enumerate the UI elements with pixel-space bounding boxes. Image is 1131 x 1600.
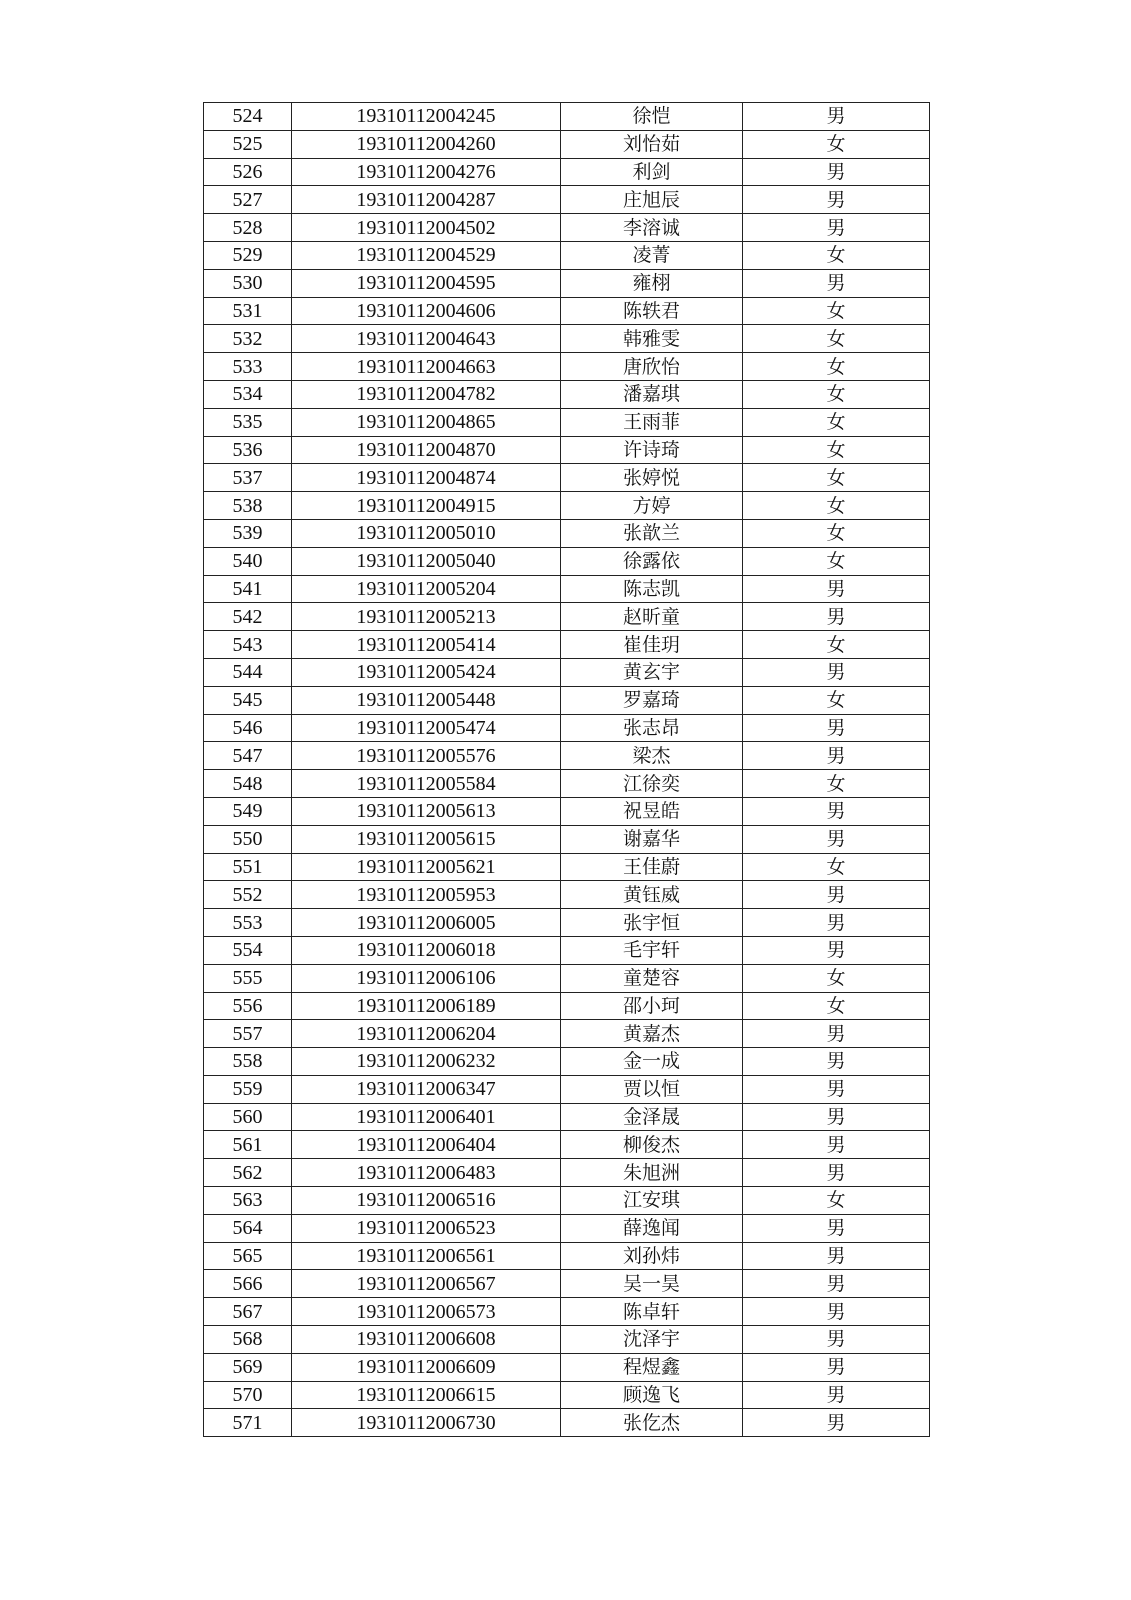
table-row xyxy=(204,742,930,770)
student-gender: 女 xyxy=(743,380,930,408)
student-id: 19310112005040 xyxy=(292,547,561,575)
student-id: 19310112004276 xyxy=(292,158,561,186)
row-number: 561 xyxy=(204,1131,292,1159)
student-id: 19310112004782 xyxy=(292,380,561,408)
row-number: 524 xyxy=(204,103,292,131)
table-row xyxy=(204,714,930,742)
table-row xyxy=(204,1298,930,1326)
student-name: 江安琪 xyxy=(561,1187,743,1215)
student-name: 张婷悦 xyxy=(561,464,743,492)
student-gender: 女 xyxy=(743,492,930,520)
student-gender: 女 xyxy=(743,853,930,881)
student-gender: 女 xyxy=(743,631,930,659)
table-row xyxy=(204,1159,930,1187)
row-number: 547 xyxy=(204,742,292,770)
student-id: 19310112005615 xyxy=(292,825,561,853)
table-row xyxy=(204,241,930,269)
student-id: 19310112005204 xyxy=(292,575,561,603)
table-row xyxy=(204,519,930,547)
row-number: 532 xyxy=(204,325,292,353)
student-name: 江徐奕 xyxy=(561,770,743,798)
table-row xyxy=(204,631,930,659)
student-gender: 男 xyxy=(743,658,930,686)
table-row xyxy=(204,964,930,992)
student-name: 沈泽宇 xyxy=(561,1326,743,1354)
student-id: 19310112006401 xyxy=(292,1103,561,1131)
student-id: 19310112004915 xyxy=(292,492,561,520)
row-number: 558 xyxy=(204,1048,292,1076)
student-id: 19310112005613 xyxy=(292,797,561,825)
row-number: 539 xyxy=(204,519,292,547)
row-number: 562 xyxy=(204,1159,292,1187)
student-name: 薛逸闻 xyxy=(561,1214,743,1242)
student-gender: 男 xyxy=(743,936,930,964)
table-row xyxy=(204,1048,930,1076)
row-number: 550 xyxy=(204,825,292,853)
row-number: 537 xyxy=(204,464,292,492)
table-row xyxy=(204,186,930,214)
table-row xyxy=(204,658,930,686)
student-name: 方婷 xyxy=(561,492,743,520)
student-id: 19310112004663 xyxy=(292,353,561,381)
student-name: 谢嘉华 xyxy=(561,825,743,853)
student-gender: 女 xyxy=(743,1187,930,1215)
row-number: 564 xyxy=(204,1214,292,1242)
student-id: 19310112006567 xyxy=(292,1270,561,1298)
student-name: 许诗琦 xyxy=(561,436,743,464)
student-id: 19310112005576 xyxy=(292,742,561,770)
table-row xyxy=(204,881,930,909)
student-name: 罗嘉琦 xyxy=(561,686,743,714)
student-gender: 男 xyxy=(743,1048,930,1076)
row-number: 548 xyxy=(204,770,292,798)
row-number: 551 xyxy=(204,853,292,881)
student-gender: 男 xyxy=(743,1159,930,1187)
student-id: 19310112004260 xyxy=(292,130,561,158)
student-gender: 男 xyxy=(743,214,930,242)
table-row xyxy=(204,103,930,131)
student-id: 19310112005584 xyxy=(292,770,561,798)
student-name: 金一成 xyxy=(561,1048,743,1076)
student-gender: 女 xyxy=(743,770,930,798)
student-gender: 男 xyxy=(743,1298,930,1326)
student-id: 19310112005424 xyxy=(292,658,561,686)
table-row xyxy=(204,1326,930,1354)
row-number: 541 xyxy=(204,575,292,603)
row-number: 531 xyxy=(204,297,292,325)
student-name: 王佳蔚 xyxy=(561,853,743,881)
student-gender: 男 xyxy=(743,575,930,603)
student-gender: 男 xyxy=(743,825,930,853)
row-number: 529 xyxy=(204,241,292,269)
student-name: 朱旭洲 xyxy=(561,1159,743,1187)
row-number: 534 xyxy=(204,380,292,408)
student-name: 梁杰 xyxy=(561,742,743,770)
row-number: 535 xyxy=(204,408,292,436)
student-gender: 女 xyxy=(743,353,930,381)
student-gender: 男 xyxy=(743,1214,930,1242)
student-name: 程煜鑫 xyxy=(561,1353,743,1381)
student-name: 王雨菲 xyxy=(561,408,743,436)
table-row xyxy=(204,464,930,492)
student-id: 19310112005474 xyxy=(292,714,561,742)
student-gender: 男 xyxy=(743,603,930,631)
table-row xyxy=(204,909,930,937)
student-name: 韩雅雯 xyxy=(561,325,743,353)
student-name: 徐恺 xyxy=(561,103,743,131)
table-row xyxy=(204,547,930,575)
student-name: 童楚容 xyxy=(561,964,743,992)
student-id: 19310112004643 xyxy=(292,325,561,353)
student-gender: 男 xyxy=(743,881,930,909)
row-number: 536 xyxy=(204,436,292,464)
student-gender: 男 xyxy=(743,1409,930,1437)
student-gender: 女 xyxy=(743,241,930,269)
student-id: 19310112005213 xyxy=(292,603,561,631)
student-id: 19310112006018 xyxy=(292,936,561,964)
row-number: 566 xyxy=(204,1270,292,1298)
student-name: 贾以恒 xyxy=(561,1075,743,1103)
student-name: 庄旭辰 xyxy=(561,186,743,214)
student-gender: 男 xyxy=(743,1381,930,1409)
student-id: 19310112005621 xyxy=(292,853,561,881)
student-gender: 男 xyxy=(743,714,930,742)
student-gender: 男 xyxy=(743,1131,930,1159)
table-row xyxy=(204,1242,930,1270)
student-gender: 女 xyxy=(743,408,930,436)
student-name: 邵小珂 xyxy=(561,992,743,1020)
row-number: 569 xyxy=(204,1353,292,1381)
table-row xyxy=(204,1409,930,1437)
row-number: 565 xyxy=(204,1242,292,1270)
student-name: 张歆兰 xyxy=(561,519,743,547)
student-name: 陈轶君 xyxy=(561,297,743,325)
student-id: 19310112006106 xyxy=(292,964,561,992)
student-gender: 男 xyxy=(743,103,930,131)
student-id: 19310112006523 xyxy=(292,1214,561,1242)
student-id: 19310112006189 xyxy=(292,992,561,1020)
row-number: 543 xyxy=(204,631,292,659)
row-number: 527 xyxy=(204,186,292,214)
student-gender: 女 xyxy=(743,992,930,1020)
student-name: 柳俊杰 xyxy=(561,1131,743,1159)
student-gender: 男 xyxy=(743,158,930,186)
table-row xyxy=(204,269,930,297)
student-gender: 男 xyxy=(743,1353,930,1381)
student-id: 19310112006561 xyxy=(292,1242,561,1270)
table-row xyxy=(204,130,930,158)
student-gender: 男 xyxy=(743,1270,930,1298)
student-gender: 男 xyxy=(743,1242,930,1270)
student-name: 李溶诚 xyxy=(561,214,743,242)
student-id: 19310112004529 xyxy=(292,241,561,269)
row-number: 552 xyxy=(204,881,292,909)
row-number: 526 xyxy=(204,158,292,186)
table-row xyxy=(204,1187,930,1215)
table-row xyxy=(204,436,930,464)
row-number: 556 xyxy=(204,992,292,1020)
student-name: 陈卓轩 xyxy=(561,1298,743,1326)
student-name: 黄钰威 xyxy=(561,881,743,909)
table-row xyxy=(204,1103,930,1131)
student-id: 19310112005953 xyxy=(292,881,561,909)
table-row xyxy=(204,575,930,603)
row-number: 553 xyxy=(204,909,292,937)
row-number: 545 xyxy=(204,686,292,714)
row-number: 557 xyxy=(204,1020,292,1048)
student-id: 19310112005414 xyxy=(292,631,561,659)
student-name: 祝昱皓 xyxy=(561,797,743,825)
student-name: 金泽晟 xyxy=(561,1103,743,1131)
student-name: 赵昕童 xyxy=(561,603,743,631)
table-row xyxy=(204,408,930,436)
table-row xyxy=(204,1020,930,1048)
table-body xyxy=(204,103,930,1437)
student-gender: 女 xyxy=(743,519,930,547)
student-id: 19310112004245 xyxy=(292,103,561,131)
student-gender: 男 xyxy=(743,1103,930,1131)
row-number: 540 xyxy=(204,547,292,575)
student-name: 徐露依 xyxy=(561,547,743,575)
student-id: 19310112004502 xyxy=(292,214,561,242)
student-id: 19310112006609 xyxy=(292,1353,561,1381)
table-row xyxy=(204,797,930,825)
student-name: 刘怡茹 xyxy=(561,130,743,158)
student-name: 张宇恒 xyxy=(561,909,743,937)
row-number: 555 xyxy=(204,964,292,992)
table-row xyxy=(204,158,930,186)
table-row xyxy=(204,603,930,631)
student-id: 19310112006483 xyxy=(292,1159,561,1187)
student-gender: 男 xyxy=(743,1075,930,1103)
student-id: 19310112006232 xyxy=(292,1048,561,1076)
student-id: 19310112004870 xyxy=(292,436,561,464)
student-id: 19310112004865 xyxy=(292,408,561,436)
student-gender: 女 xyxy=(743,464,930,492)
student-gender: 男 xyxy=(743,909,930,937)
table-row xyxy=(204,492,930,520)
table-row xyxy=(204,1270,930,1298)
table-row xyxy=(204,686,930,714)
table-row xyxy=(204,1075,930,1103)
table-row xyxy=(204,380,930,408)
row-number: 538 xyxy=(204,492,292,520)
student-gender: 男 xyxy=(743,186,930,214)
row-number: 563 xyxy=(204,1187,292,1215)
row-number: 559 xyxy=(204,1075,292,1103)
table-row xyxy=(204,853,930,881)
student-gender: 男 xyxy=(743,797,930,825)
student-id: 19310112006608 xyxy=(292,1326,561,1354)
table-row xyxy=(204,1214,930,1242)
student-name: 顾逸飞 xyxy=(561,1381,743,1409)
student-gender: 女 xyxy=(743,130,930,158)
student-name: 张志昂 xyxy=(561,714,743,742)
student-id: 19310112004606 xyxy=(292,297,561,325)
table-row xyxy=(204,1381,930,1409)
student-list-table xyxy=(203,102,930,1437)
row-number: 546 xyxy=(204,714,292,742)
row-number: 533 xyxy=(204,353,292,381)
student-gender: 男 xyxy=(743,1326,930,1354)
row-number: 554 xyxy=(204,936,292,964)
student-id: 19310112005448 xyxy=(292,686,561,714)
row-number: 568 xyxy=(204,1326,292,1354)
student-name: 张仡杰 xyxy=(561,1409,743,1437)
row-number: 542 xyxy=(204,603,292,631)
row-number: 571 xyxy=(204,1409,292,1437)
student-id: 19310112006005 xyxy=(292,909,561,937)
student-gender: 女 xyxy=(743,547,930,575)
student-gender: 女 xyxy=(743,297,930,325)
student-name: 毛宇轩 xyxy=(561,936,743,964)
row-number: 525 xyxy=(204,130,292,158)
student-gender: 男 xyxy=(743,742,930,770)
student-name: 利剑 xyxy=(561,158,743,186)
table-row xyxy=(204,297,930,325)
row-number: 567 xyxy=(204,1298,292,1326)
student-id: 19310112006615 xyxy=(292,1381,561,1409)
table-row xyxy=(204,770,930,798)
student-name: 凌菁 xyxy=(561,241,743,269)
student-id: 19310112006516 xyxy=(292,1187,561,1215)
student-name: 吴一昊 xyxy=(561,1270,743,1298)
student-id: 19310112006347 xyxy=(292,1075,561,1103)
table-row xyxy=(204,1131,930,1159)
table-row xyxy=(204,825,930,853)
row-number: 544 xyxy=(204,658,292,686)
student-name: 黄玄宇 xyxy=(561,658,743,686)
student-gender: 女 xyxy=(743,964,930,992)
student-name: 崔佳玥 xyxy=(561,631,743,659)
row-number: 560 xyxy=(204,1103,292,1131)
student-id: 19310112004287 xyxy=(292,186,561,214)
student-name: 刘孙炜 xyxy=(561,1242,743,1270)
student-gender: 女 xyxy=(743,436,930,464)
student-id: 19310112006204 xyxy=(292,1020,561,1048)
student-id: 19310112004874 xyxy=(292,464,561,492)
student-gender: 女 xyxy=(743,325,930,353)
student-id: 19310112006730 xyxy=(292,1409,561,1437)
table-row xyxy=(204,936,930,964)
table-row xyxy=(204,1353,930,1381)
table-row xyxy=(204,325,930,353)
student-gender: 女 xyxy=(743,686,930,714)
student-name: 唐欣怡 xyxy=(561,353,743,381)
table-row xyxy=(204,214,930,242)
row-number: 530 xyxy=(204,269,292,297)
student-gender: 男 xyxy=(743,269,930,297)
table-row xyxy=(204,992,930,1020)
row-number: 528 xyxy=(204,214,292,242)
student-gender: 男 xyxy=(743,1020,930,1048)
student-name: 潘嘉琪 xyxy=(561,380,743,408)
student-name: 雍栩 xyxy=(561,269,743,297)
row-number: 570 xyxy=(204,1381,292,1409)
student-name: 陈志凯 xyxy=(561,575,743,603)
student-id: 19310112006573 xyxy=(292,1298,561,1326)
student-id: 19310112006404 xyxy=(292,1131,561,1159)
student-id: 19310112004595 xyxy=(292,269,561,297)
row-number: 549 xyxy=(204,797,292,825)
table-row xyxy=(204,353,930,381)
student-name: 黄嘉杰 xyxy=(561,1020,743,1048)
student-id: 19310112005010 xyxy=(292,519,561,547)
